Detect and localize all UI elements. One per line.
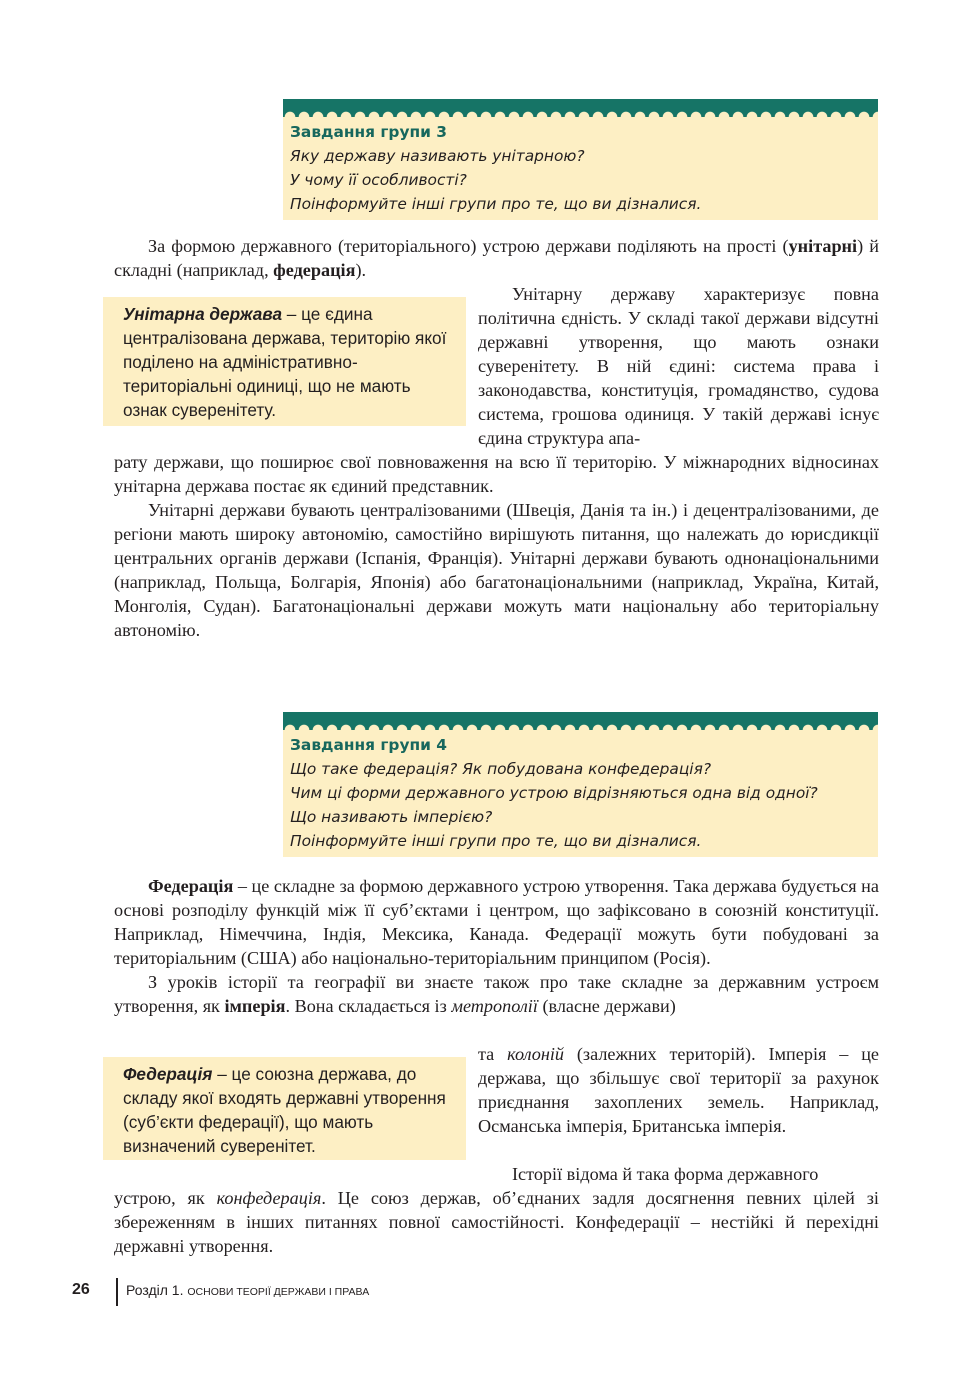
definition-unitary-state — [103, 297, 466, 426]
task-title: Завдання групи 4 — [290, 736, 447, 754]
task-question: Поінформуйте інші групи про те, що ви дізналися. — [290, 832, 702, 850]
definition-text: – це союзна держава, до складу якої входять державні утворення (суб’єкти федерації), що мають визначений суверенітет. — [123, 1064, 446, 1156]
task-title: Завдання групи 3 — [290, 123, 447, 141]
paragraph-unitary-side: Унітарну державу характеризує повна політична єдність. У складі такої держави відсутні державні утворення, що мають ознаки суверенітету. В ній єдині: система права і законодавства, конституція, громадянство, судова система, грошова одиниця. У такій державі існує єдина структура апа- — [478, 284, 879, 448]
paragraph-confederation: устрою, як конфедерація. Це союз держав, об’єднаних задля досягнення певних цілей зі збереженням в інших питаннях повної самостійності. Конфедерації – нестійкі й перехідні державні утворення. — [114, 1188, 879, 1256]
task-box-group-4 — [283, 712, 878, 857]
task-box-group-3 — [283, 99, 878, 220]
task-question: У чому її особливості? — [290, 171, 467, 189]
definition-text: – це єдина централізована держава, територію якої поділено на адміністративно-територіальні одиниці, що не мають ознак суверенітету. — [123, 304, 447, 420]
task-question: Яку державу називають унітарною? — [290, 147, 585, 165]
task-question: Що називають імперією? — [290, 808, 493, 826]
task-question: Чим ці форми державного устрою відрізняються одна від одної? — [290, 784, 818, 802]
definition-term: Унітарна держава — [123, 304, 283, 324]
scalloped-border — [283, 712, 878, 730]
task-question: Що таке федерація? Як побудована конфедерація? — [290, 760, 712, 778]
footer-section: Розділ 1. ОСНОВИ ТЕОРІЇ ДЕРЖАВИ І ПРАВА — [126, 1282, 370, 1298]
definition-term: Федерація — [123, 1064, 213, 1084]
definition-federation — [103, 1057, 466, 1160]
footer-divider — [116, 1278, 118, 1306]
paragraph-confederation-side: Історії відома й така форма державного — [512, 1164, 819, 1184]
paragraph-unitary-types: Унітарні держави бувають централізованими (Швеція, Данія та ін.) і децентралізованими, де регіони мають широку автономію, самостійно вирішують питання, що належать до юрисдикції центральних органів держави (Іспанія, Франція). Унітарні держави бувають однонаціональними (наприклад, Польща, Болгарія, Японія) або багатонаціональними (наприклад, Україна, Китай, Монголія, Судан). Багатонаціональні держави можуть мати національну або територіальну автономію. — [114, 500, 879, 640]
task-question: Поінформуйте інші групи про те, що ви дізналися. — [290, 195, 702, 213]
paragraph-unitary-full: рату держави, що поширює свої повноваження на всю її територію. У міжнародних відносинах унітарна держава постає як єдиний представник. Унітарні держави бувають централізованими (Швеція, Данія та ін.) і децентралізованими, де регіони мають широку автономію, самостійно вирішують питання, що належать до юрисдикції центральних органів держави (Іспанія, Франція). Унітарні держави бувають однонаціональними (наприклад, Польща, Болгарія, Японія) або багатонаціональними (наприклад, Україна, Китай, Монголія, Судан). Багатонаціональні держави можуть мати національну або територіальну автономію. — [114, 452, 879, 640]
paragraph-federation: Федерація – це складне за формою державного устрою утворення. Така держава будується на основі розподілу функцій між її суб’єктами і центром, що зафіксовано в союзній конституції. Наприклад, Німеччина, Індія, Мексика, Канада. Федерації можуть бути побудовані за територіальним (США) або національно-територіальним принципом (Росія). З уроків історії та географії ви знаєте також про таке складне за державним устроєм утворення, як імперія. Вона складається із метрополії (власне держави) — [114, 876, 879, 1016]
scalloped-border — [283, 99, 878, 117]
footer-section-title: ОСНОВИ ТЕОРІЇ ДЕРЖАВИ І ПРАВА — [187, 1286, 370, 1298]
paragraph-forms: За формою державного (територіального) устрою держави поділяють на прості (унітарні) й складні (наприклад, федерація). — [114, 236, 879, 280]
paragraph-empire-side: та колоній (залежних територій). Імперія – це держава, що збільшує свої території за рахунок приєднання захоплених земель. Наприклад, Османська імперія, Британська імперія. — [478, 1044, 880, 1136]
page-number: 26 — [72, 1281, 90, 1298]
